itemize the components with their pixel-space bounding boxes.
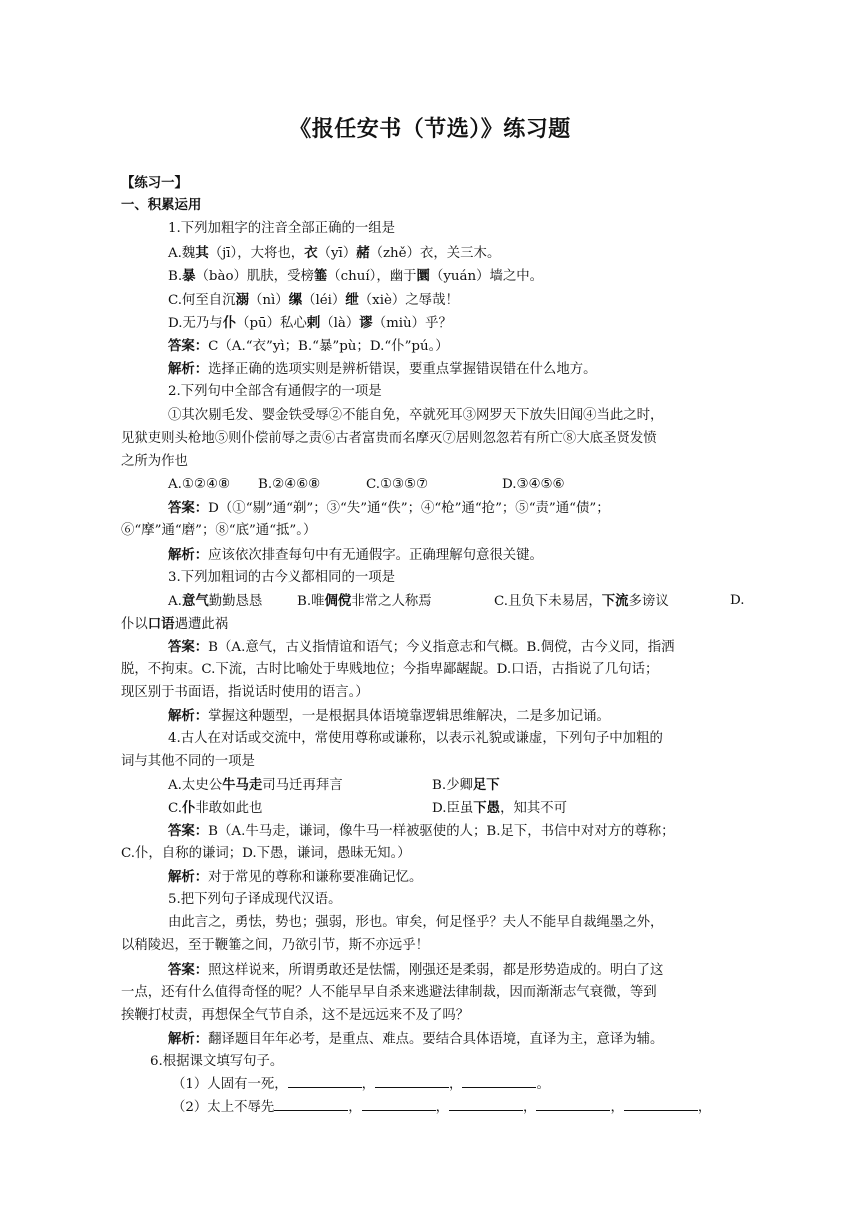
fill-blank[interactable] xyxy=(536,1098,610,1111)
q3-option-a: A.意气勤勤恳恳 xyxy=(168,593,263,609)
q2-answer: 答案：D（①“剔”通“剃”；③“失”通“佚”；④“枪”通“抢”；⑤“责”通“债”； xyxy=(168,500,610,516)
q4-option-a: A.太史公牛马走司马迁再拜言 xyxy=(168,777,343,793)
section-heading: 【练习一】 xyxy=(121,176,188,191)
q5-stem: 5.把下列句子译成现代汉语。 xyxy=(168,892,342,907)
q1-option-a: A.魏其（jī），大将也，衣（yī）赭（zhě）衣，关三木。 xyxy=(168,245,501,261)
q2-body-line: 之所为作也 xyxy=(121,454,188,469)
q2-option-b: B.②④⑥⑧ xyxy=(258,477,321,492)
q1-answer: 答案：C（A.“衣”yì；B.“暴”pù；D.“仆”pú。） xyxy=(168,338,449,354)
part-heading: 一、积累运用 xyxy=(121,198,202,213)
q4-stem-cont: 词与其他不同的一项是 xyxy=(121,754,255,769)
q4-analysis: 解析：对于常见的尊称和谦称要准确记忆。 xyxy=(168,869,423,885)
page-title: 《报任安书（节选）》练习题 xyxy=(289,117,571,142)
q3-option-d: 仆以口语遇遭此祸 xyxy=(121,616,229,632)
fill-blank[interactable] xyxy=(288,1075,362,1088)
q4-option-b: B.少卿足下 xyxy=(432,777,500,793)
q3-answer-cont: 脱，不拘束。C.下流，古时比喻处于卑贱地位；今指卑鄙龌龊。D.口语，古指说了几句话； xyxy=(121,662,659,677)
q5-body-line: 以稍陵迟，至于鞭箠之间，乃欲引节，斯不亦远乎！ xyxy=(121,938,429,953)
q6-stem: 6.根据课文填写句子。 xyxy=(150,1054,284,1069)
q6-item-1: （1）人固有一死， ， ， 。 xyxy=(172,1077,550,1092)
q4-option-d: D.臣虽下愚，知其不可 xyxy=(432,800,568,816)
fill-blank[interactable] xyxy=(624,1098,698,1111)
q4-option-c: C.仆非敢如此也 xyxy=(168,800,263,816)
q5-analysis: 解析：翻译题目年年必考，是重点、难点。要结合具体语境，直译为主，意译为辅。 xyxy=(168,1031,664,1047)
q2-option-d: D.③④⑤⑥ xyxy=(502,477,565,492)
q1-option-b: B.暴（bào）肌肤，受榜箠（chuí），幽于圜（yuán）墙之中。 xyxy=(168,268,544,284)
q3-analysis: 解析：掌握这种题型，一是根据具体语境靠逻辑思维解决，二是多加记诵。 xyxy=(168,708,610,724)
q3-answer-cont: 现区别于书面语，指说话时使用的语言。） xyxy=(121,685,369,700)
q2-body-line: ①其次剔毛发、婴金铁受辱②不能自免，卒就死耳③网罗天下放失旧闻④当此之时， xyxy=(168,408,664,423)
q6-item-2: （2）太上不辱先 ， ， ， ， ， xyxy=(172,1100,712,1115)
q3-answer: 答案：B（A.意气，古义指情谊和语气；今义指意志和气概。B.倜傥，古今义同，指洒 xyxy=(168,639,675,655)
q5-answer-cont: 挨鞭打杖责，再想保全气节自杀，这不是远远来不及了吗？ xyxy=(121,1008,470,1023)
q3-option-d-label: D. xyxy=(730,593,745,608)
q2-body-line: 见狱吏则头枪地⑤则仆偿前辱之责⑥古者富贵而名摩灭⑦居则忽忽若有所亡⑧大底圣贤发愤 xyxy=(121,431,657,446)
q2-stem: 2.下列句中全部含有通假字的一项是 xyxy=(168,384,382,399)
fill-blank[interactable] xyxy=(462,1075,536,1088)
q1-analysis: 解析：选择正确的选项实则是辨析错误，要重点掌握错误错在什么地方。 xyxy=(168,361,597,377)
q5-answer-cont: 一点，还有什么值得奇怪的呢？人不能早早自杀来逃避法律制裁，因而渐渐志气衰微，等到 xyxy=(121,985,657,1000)
q1-option-c: C.何至自沉溺（nì）缧（léi）绁（xiè）之辱哉！ xyxy=(168,292,459,308)
q2-option-c: C.①③⑤⑦ xyxy=(366,477,429,492)
q2-analysis: 解析：应该依次排查每句中有无通假字。正确理解句意很关键。 xyxy=(168,547,543,563)
q5-body-line: 由此言之，勇怯，势也；强弱，形也。审矣，何足怪乎？夫人不能早自裁绳墨之外， xyxy=(168,915,664,930)
q2-option-a: A.①②④⑧ xyxy=(168,477,230,492)
fill-blank[interactable] xyxy=(375,1075,449,1088)
q5-answer: 答案：照这样说来，所谓勇敢还是怯懦，刚强还是柔弱，都是形势造成的。明白了这 xyxy=(168,962,664,978)
fill-blank[interactable] xyxy=(449,1098,523,1111)
q4-answer-cont: C.仆，自称的谦词；D.下愚，谦词，愚昧无知。） xyxy=(121,846,411,861)
q4-stem: 4.古人在对话或交流中，常使用尊称或谦称，以表示礼貌或谦虚，下列句子中加粗的 xyxy=(168,731,663,746)
q3-stem: 3.下列加粗词的古今义都相同的一项是 xyxy=(168,570,396,585)
q1-option-d: D.无乃与仆（pū）私心剌（là）谬（miù）乎？ xyxy=(168,315,452,331)
q1-stem: 1.下列加粗字的注音全部正确的一组是 xyxy=(168,221,396,236)
fill-blank[interactable] xyxy=(362,1098,436,1111)
q3-option-b: B.唯倜傥非常之人称焉 xyxy=(297,593,432,609)
q4-answer: 答案：B（A.牛马走，谦词，像牛马一样被驱使的人；B.足下，书信中对对方的尊称； xyxy=(168,823,675,839)
fill-blank[interactable] xyxy=(274,1098,348,1111)
q3-option-c: C.且负下未易居，下流多谤议 xyxy=(494,593,669,609)
q2-answer-cont: ⑥“摩”通“磨”；⑧“底”通“抵”。） xyxy=(121,523,317,538)
